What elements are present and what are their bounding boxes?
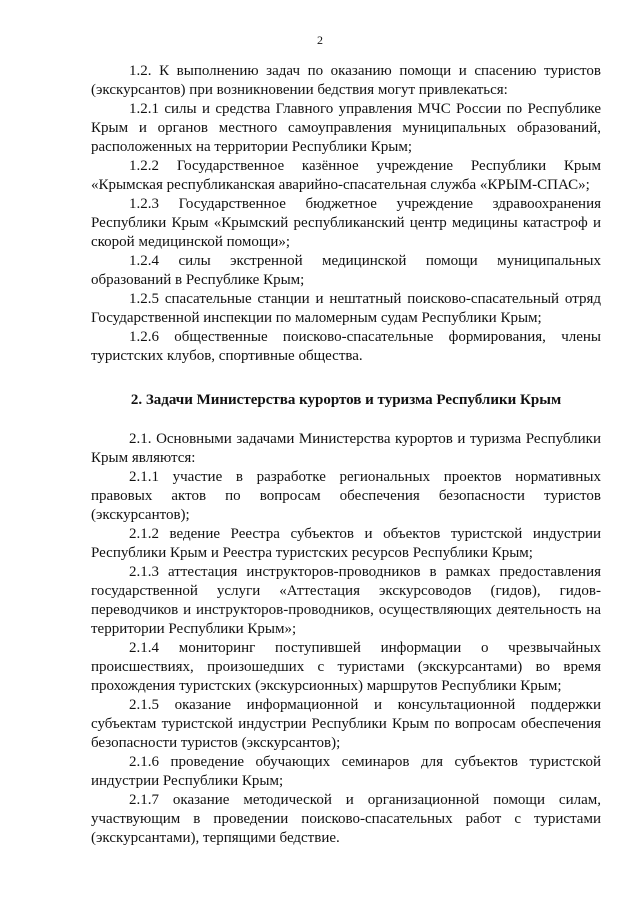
paragraph-2-1-7: 2.1.7 оказание методической и организационной помощи силам, участвующим в проведении поисково-спасательных работ с туристами (экскурсантами), терпящими бедствие. (91, 792, 601, 846)
paragraph-1-2: 1.2. К выполнению задач по оказанию помощи и спасению туристов (экскурсантов) при возникновении бедствия могут привлекаться: (91, 63, 601, 98)
paragraph-1-2-5: 1.2.5 спасательные станции и нештатный поисково-спасательный отряд Государственной инспекции по маломерным судам Республики Крым; (91, 291, 601, 326)
page-number: 2 (317, 33, 323, 47)
paragraph-2-1: 2.1. Основными задачами Министерства курортов и туризма Республики Крым являются: (91, 431, 601, 466)
paragraph-2-1-3: 2.1.3 аттестация инструкторов-проводников в рамках предоставления государственной услуги «Аттестация экскурсоводов (гидов), гидов-переводчиков и инструкторов-проводников, осуществляющих деятельность на территории Республики Крым»; (91, 564, 601, 637)
paragraph-2-1-6: 2.1.6 проведение обучающих семинаров для субъектов туристской индустрии Республики Крым; (91, 754, 601, 789)
paragraph-1-2-6: 1.2.6 общественные поисково-спасательные формирования, члены туристских клубов, спортивные общества. (91, 329, 601, 364)
paragraph-1-2-4: 1.2.4 силы экстренной медицинской помощи муниципальных образований в Республике Крым; (91, 253, 601, 288)
paragraph-2-1-5: 2.1.5 оказание информационной и консультационной поддержки субъектам туристской индустрии Республики Крым по вопросам обеспечения безопасности туристов (экскурсантов); (91, 697, 601, 751)
paragraph-2-1-2: 2.1.2 ведение Реестра субъектов и объектов туристской индустрии Республики Крым и Реестра туристских ресурсов Республики Крым; (91, 526, 601, 561)
document-body (91, 62, 601, 848)
section-heading: 2. Задачи Министерства курортов и туризма Республики Крым (130, 392, 562, 408)
paragraph-2-1-1: 2.1.1 участие в разработке региональных проектов нормативных правовых актов по вопросам обеспечения безопасности туристов (экскурсантов); (91, 469, 601, 523)
paragraph-1-2-2: 1.2.2 Государственное казённое учреждение Республики Крым «Крымская республиканская аварийно-спасательная служба «КРЫМ-СПАС»; (91, 158, 601, 193)
paragraph-2-1-4: 2.1.4 мониторинг поступившей информации о чрезвычайных происшествиях, произошедших с туристами (экскурсантами) во время прохождения туристских (экскурсионных) маршрутов Республики Крым; (91, 640, 601, 694)
paragraph-1-2-3: 1.2.3 Государственное бюджетное учреждение здравоохранения Республики Крым «Крымский республиканский центр медицины катастроф и скорой медицинской помощи»; (91, 196, 601, 250)
paragraph-1-2-1: 1.2.1 силы и средства Главного управления МЧС России по Республике Крым и органов местного самоуправления муниципальных образований, расположенных на территории Республики Крым; (91, 101, 601, 155)
